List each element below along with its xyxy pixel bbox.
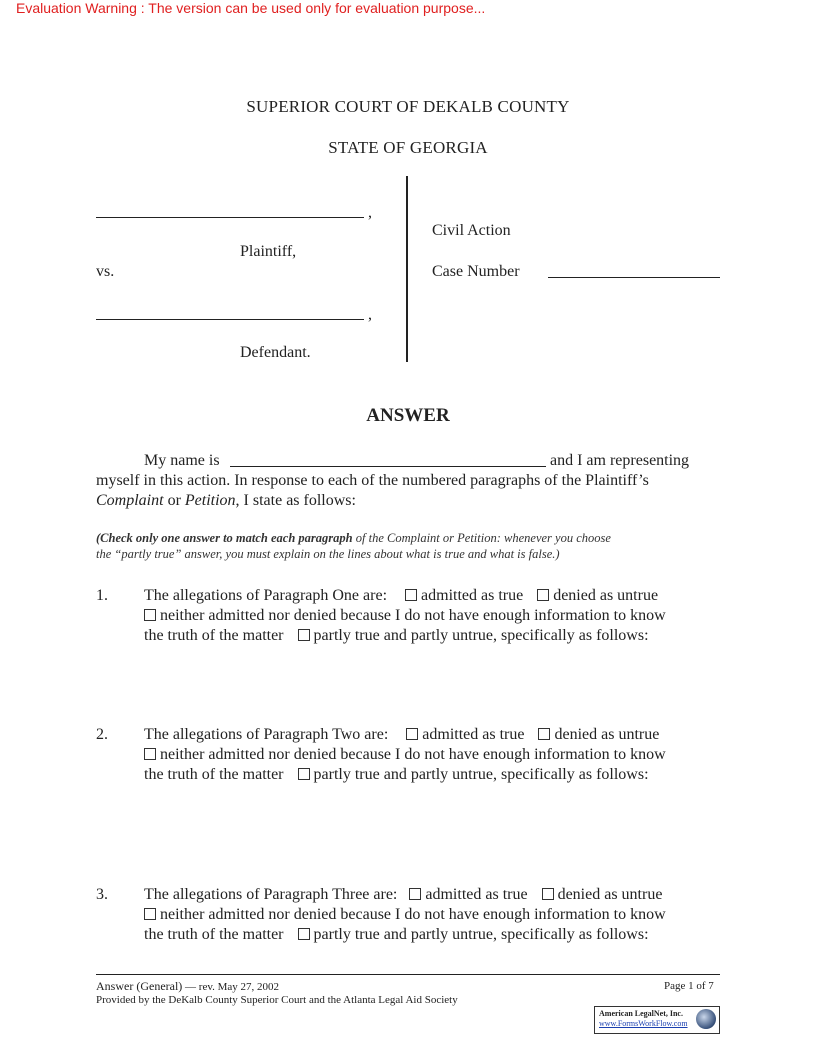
- admitted-label: admitted as true: [422, 726, 525, 743]
- legalnet-logo[interactable]: [594, 1006, 720, 1034]
- paragraph-1-line-3: [144, 626, 649, 647]
- paragraph-number: 1.: [96, 587, 108, 604]
- denied-label: denied as untrue: [557, 886, 663, 903]
- case-number-label: Case Number: [432, 263, 520, 280]
- instructions-line-2: the “partly true” answer, you must explain on the lines about what is true and what is false.): [96, 547, 560, 561]
- globe-icon: [696, 1009, 716, 1029]
- defendant-name-line[interactable]: [96, 319, 364, 320]
- neither-label: neither admitted nor denied because I do not have enough information to know: [160, 607, 666, 624]
- neither-label: neither admitted nor denied because I do not have enough information to know: [160, 906, 666, 923]
- truth-label: the truth of the matter: [144, 766, 284, 783]
- evaluation-warning: Evaluation Warning : The version can be used only for evaluation purpose...: [16, 0, 486, 16]
- logo-url[interactable]: www.FormsWorkFlow.com: [599, 1019, 688, 1028]
- paragraph-2-line-2: [144, 745, 666, 766]
- caption-divider: [406, 176, 408, 362]
- plaintiff-comma: ,: [368, 204, 372, 221]
- footer-rule: [96, 974, 720, 975]
- footer-form-name: [96, 979, 279, 994]
- paragraph-1-line-2: [144, 606, 666, 627]
- paragraph-2-line-3: [144, 765, 649, 786]
- intro-line-3: [96, 491, 356, 512]
- denied-checkbox[interactable]: [542, 888, 554, 900]
- paragraph-lead: The allegations of Paragraph Three are:: [144, 886, 398, 903]
- defendant-label: Defendant.: [240, 344, 311, 361]
- plaintiff-name-line[interactable]: [96, 217, 364, 218]
- instructions-rest: of the Complaint or Petition: whenever you choose: [352, 531, 611, 545]
- defendant-comma: ,: [368, 306, 372, 323]
- admitted-label: admitted as true: [421, 587, 524, 604]
- admitted-checkbox[interactable]: [406, 728, 418, 740]
- truth-label: the truth of the matter: [144, 926, 284, 943]
- petition-text: Petition: [184, 492, 236, 509]
- name-line[interactable]: [230, 466, 546, 467]
- form-name: Answer (General): [96, 979, 183, 993]
- paragraph-number: 3.: [96, 886, 108, 903]
- instructions-line-1: [96, 530, 611, 547]
- paragraph-3-line-2: [144, 905, 666, 926]
- neither-checkbox[interactable]: [144, 908, 156, 920]
- instructions-bold: (Check only one answer to match each paragraph: [96, 531, 353, 545]
- paragraph-lead: The allegations of Paragraph Two are:: [144, 726, 389, 743]
- neither-label: neither admitted nor denied because I do not have enough information to know: [160, 746, 666, 763]
- partly-checkbox[interactable]: [298, 928, 310, 940]
- provided-by: Provided by the DeKalb County Superior Court and the Atlanta Legal Aid Society: [96, 994, 458, 1006]
- paragraph-number: 2.: [96, 726, 108, 743]
- page-number: Page 1 of 7: [664, 980, 714, 992]
- truth-label: the truth of the matter: [144, 627, 284, 644]
- plaintiff-label: Plaintiff,: [240, 243, 297, 260]
- partly-checkbox[interactable]: [298, 768, 310, 780]
- neither-checkbox[interactable]: [144, 748, 156, 760]
- partly-checkbox[interactable]: [298, 629, 310, 641]
- paragraph-3-line-1: [144, 885, 662, 906]
- my-name-label: My name is: [144, 452, 220, 469]
- admitted-checkbox[interactable]: [405, 589, 417, 601]
- denied-label: denied as untrue: [554, 726, 660, 743]
- intro-line-2: myself in this action. In response to each of the numbered paragraphs of the Plaintiff’s: [96, 472, 649, 489]
- state-title: STATE OF GEORGIA: [328, 138, 488, 157]
- partly-label: partly true and partly untrue, specifically as follows:: [313, 766, 649, 783]
- civil-action-label: Civil Action: [432, 222, 511, 239]
- paragraph-1-line-1: [144, 586, 658, 607]
- denied-checkbox[interactable]: [538, 728, 550, 740]
- revision-date: — rev. May 27, 2002: [182, 981, 280, 993]
- partly-label: partly true and partly untrue, specifically as follows:: [313, 627, 649, 644]
- or-text: or: [163, 492, 185, 509]
- partly-label: partly true and partly untrue, specifically as follows:: [313, 926, 649, 943]
- admitted-label: admitted as true: [425, 886, 528, 903]
- state-as-follows-text: , I state as follows:: [235, 492, 356, 509]
- vs-label: vs.: [96, 263, 115, 280]
- admitted-checkbox[interactable]: [409, 888, 421, 900]
- paragraph-3-line-3: [144, 925, 649, 946]
- paragraph-2-line-1: [144, 725, 659, 746]
- representing-label: and I am representing: [550, 452, 690, 469]
- complaint-text: Complaint: [96, 492, 164, 509]
- paragraph-lead: The allegations of Paragraph One are:: [144, 587, 388, 604]
- logo-company: American LegalNet, Inc.: [599, 1009, 683, 1018]
- court-title: SUPERIOR COURT OF DEKALB COUNTY: [246, 97, 570, 116]
- document-title: ANSWER: [366, 405, 450, 426]
- denied-label: denied as untrue: [553, 587, 659, 604]
- neither-checkbox[interactable]: [144, 609, 156, 621]
- case-number-line[interactable]: [548, 277, 720, 278]
- denied-checkbox[interactable]: [537, 589, 549, 601]
